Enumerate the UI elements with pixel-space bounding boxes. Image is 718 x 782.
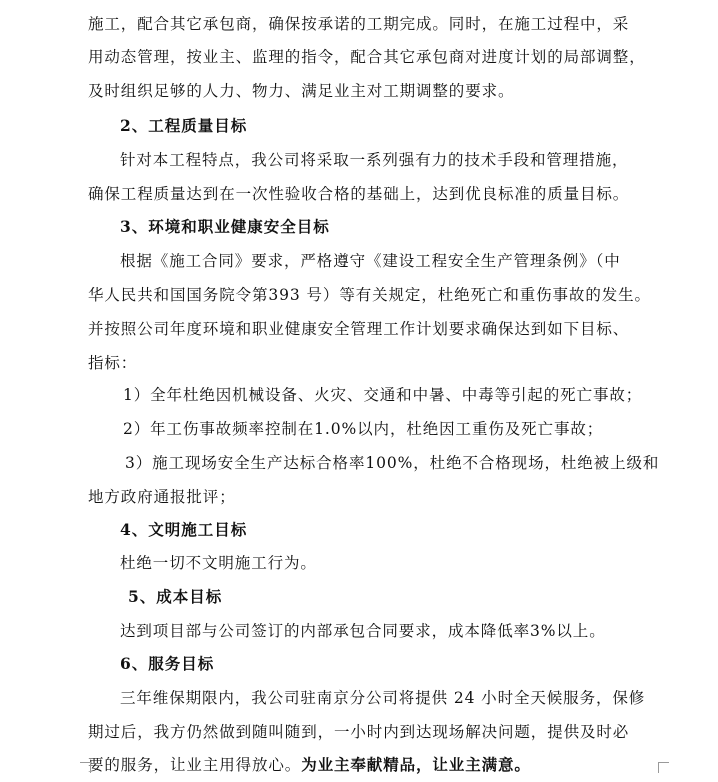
schedule-text-line-1: 施工，配合其它承包商，确保按承诺的工期完成。同时，在施工过程中，采	[88, 15, 630, 33]
safety-text-line-4: 指标：	[88, 354, 138, 372]
civilized-text: 杜绝一切不文明施工行为。	[120, 554, 317, 572]
schedule-text-line-3: 及时组织足够的人力、物力、满足业主对工期调整的要求。	[88, 82, 515, 100]
safety-text-line-2: 华人民共和国国务院令第393 号）等有关规定，杜绝死亡和重伤事故的发生。	[88, 286, 651, 304]
service-text-line-3	[88, 755, 531, 775]
schedule-text-line-2: 用动态管理，按业主、监理的指令，配合其它承包商对进度计划的局部调整，	[88, 48, 646, 66]
service-slogan-bold: 为业主奉献精品，让业主满意。	[301, 755, 531, 774]
quality-goal-heading: 2、工程质量目标	[120, 116, 248, 135]
safety-list-item-2: 2）年工伤事故频率控制在1.0%以内，杜绝因工重伤及死亡事故；	[123, 420, 604, 438]
safety-text-line-1: 根据《施工合同》要求，严格遵守《建设工程安全生产管理条例》（中	[120, 252, 621, 270]
quality-text-line-2: 确保工程质量达到在一次性验收合格的基础上，达到优良标准的质量目标。	[88, 185, 630, 203]
service-text-line-3-normal: 要的服务，让业主用得放心。	[88, 756, 302, 774]
safety-list-item-3-line-2: 地方政府通报批评；	[88, 488, 236, 506]
page-margin-corner-bottom-right	[658, 762, 669, 773]
safety-list-item-3-line-1: 3）施工现场安全生产达标合格率100%，杜绝不合格现场，杜绝被上级和	[125, 454, 660, 472]
safety-text-line-3: 并按照公司年度环境和职业健康安全管理工作计划要求确保达到如下目标、	[88, 320, 630, 338]
service-goal-heading: 6、服务目标	[120, 654, 215, 673]
cost-goal-heading: 5、成本目标	[128, 587, 223, 606]
cost-text: 达到项目部与公司签订的内部承包合同要求，成本降低率3%以上。	[120, 622, 606, 640]
service-text-line-1: 三年维保期限内，我公司驻南京分公司将提供 24 小时全天候服务，保修	[120, 689, 646, 707]
page-margin-corner-bottom-left	[80, 762, 91, 773]
safety-goal-heading: 3、环境和职业健康安全目标	[120, 217, 330, 236]
civilized-goal-heading: 4、文明施工目标	[120, 520, 248, 539]
quality-text-line-1: 针对本工程特点，我公司将采取一系列强有力的技术手段和管理措施，	[120, 151, 629, 169]
safety-list-item-1: 1）全年杜绝因机械设备、火灾、交通和中暑、中毒等引起的死亡事故；	[123, 386, 643, 404]
service-text-line-2: 期过后，我方仍然做到随叫随到，一小时内到达现场解决问题，提供及时必	[88, 723, 630, 741]
